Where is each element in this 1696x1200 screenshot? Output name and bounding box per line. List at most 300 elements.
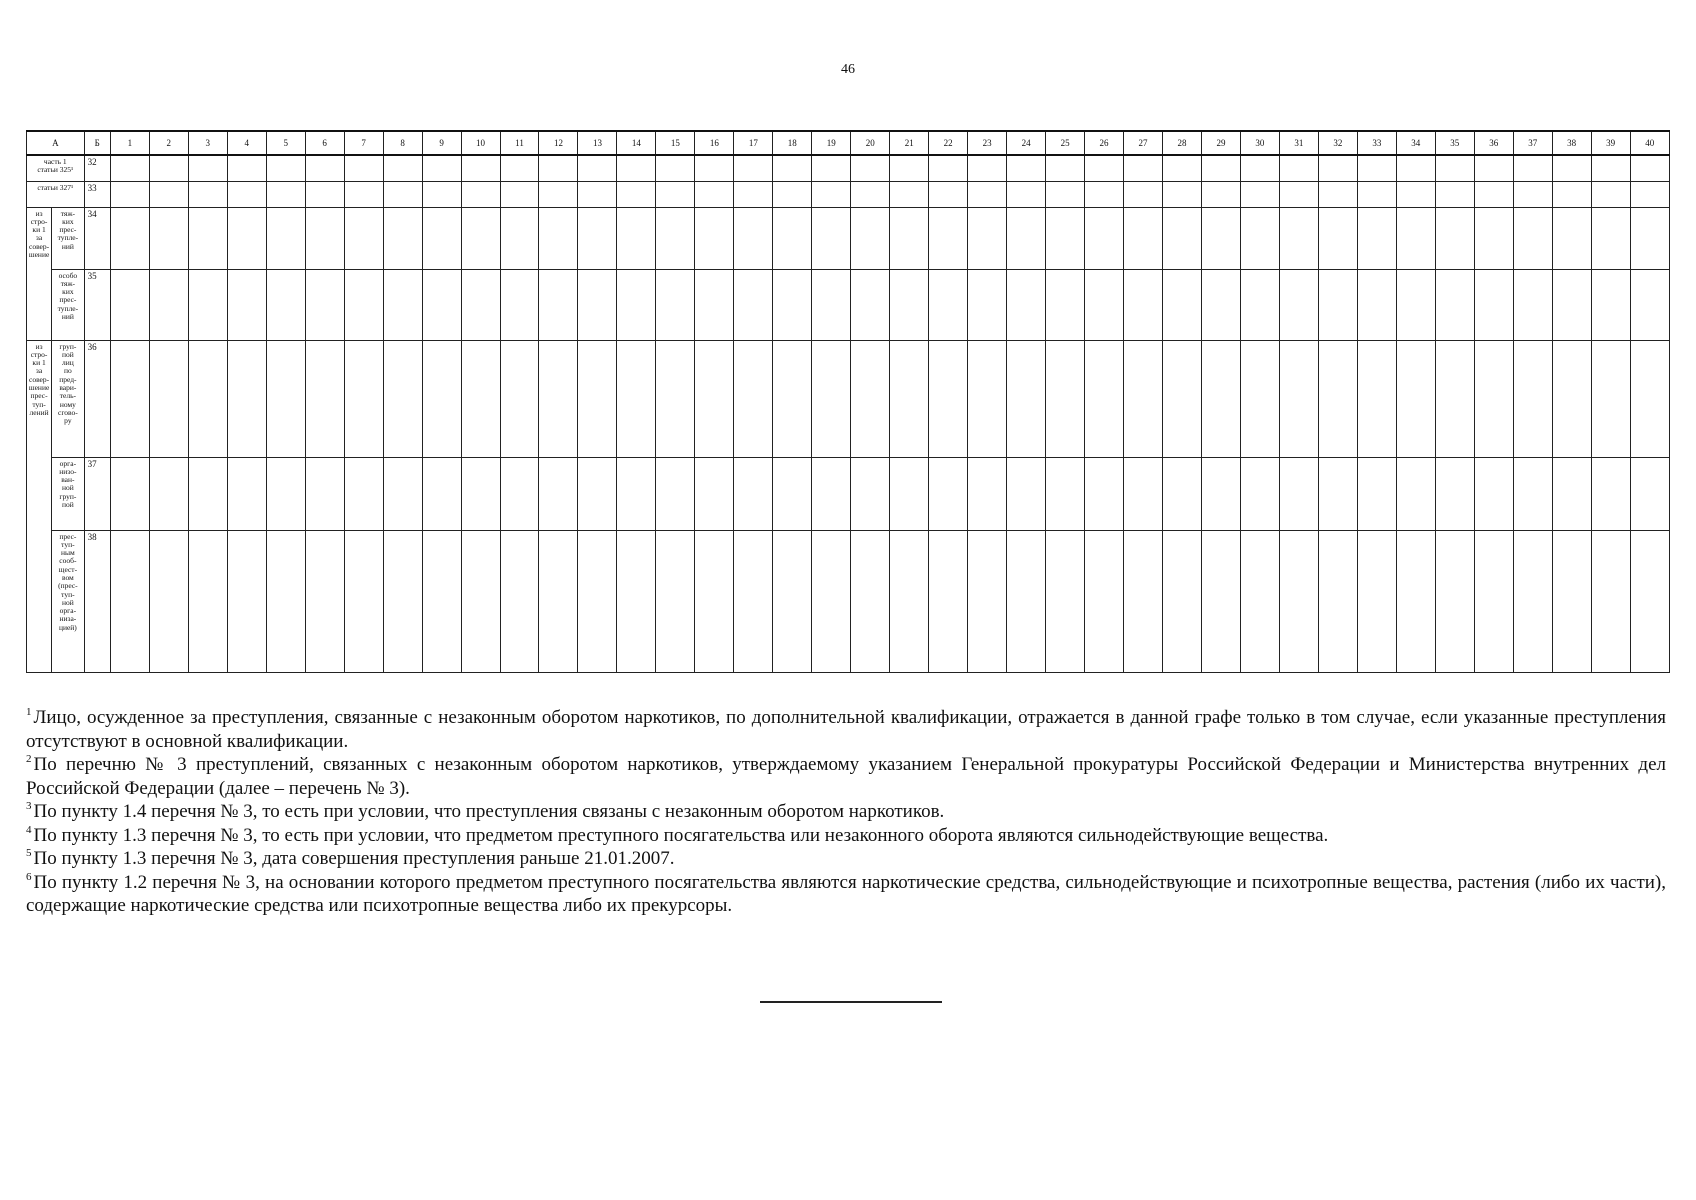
data-cell[interactable]	[1279, 340, 1318, 457]
data-cell[interactable]	[422, 340, 461, 457]
data-cell[interactable]	[188, 181, 227, 207]
data-cell[interactable]	[1085, 530, 1124, 672]
data-cell[interactable]	[539, 457, 578, 530]
data-cell[interactable]	[149, 269, 188, 340]
data-cell[interactable]	[1085, 457, 1124, 530]
data-cell[interactable]	[305, 530, 344, 672]
data-cell[interactable]	[851, 269, 890, 340]
column-header: 28	[1162, 131, 1201, 155]
data-cell[interactable]	[1124, 181, 1163, 207]
data-cell[interactable]	[1357, 207, 1396, 269]
data-cell[interactable]	[305, 269, 344, 340]
data-cell[interactable]	[1046, 269, 1085, 340]
data-cell[interactable]	[149, 181, 188, 207]
data-cell[interactable]	[968, 457, 1007, 530]
data-cell[interactable]	[890, 269, 929, 340]
data-cell[interactable]	[1552, 207, 1591, 269]
data-cell[interactable]	[1357, 457, 1396, 530]
data-cell[interactable]	[773, 269, 812, 340]
data-cell[interactable]	[1240, 207, 1279, 269]
data-cell[interactable]	[656, 155, 695, 181]
data-cell[interactable]	[1513, 207, 1552, 269]
data-cell[interactable]	[266, 340, 305, 457]
data-cell[interactable]	[1630, 155, 1669, 181]
data-cell[interactable]	[1357, 181, 1396, 207]
data-cell[interactable]	[149, 340, 188, 457]
data-cell[interactable]	[266, 530, 305, 672]
data-cell[interactable]	[1162, 155, 1201, 181]
column-header: 25	[1046, 131, 1085, 155]
data-cell[interactable]	[1318, 340, 1357, 457]
data-cell[interactable]	[1007, 457, 1046, 530]
data-cell[interactable]	[773, 340, 812, 457]
data-cell[interactable]	[1474, 530, 1513, 672]
data-cell[interactable]	[812, 530, 851, 672]
data-cell[interactable]	[1357, 155, 1396, 181]
data-cell[interactable]	[1124, 269, 1163, 340]
data-cell[interactable]	[1162, 457, 1201, 530]
data-cell[interactable]	[110, 457, 149, 530]
data-cell[interactable]	[110, 207, 149, 269]
data-cell[interactable]	[1435, 207, 1474, 269]
data-cell[interactable]	[1591, 207, 1630, 269]
data-cell[interactable]	[422, 155, 461, 181]
column-header: 39	[1591, 131, 1630, 155]
data-cell[interactable]	[929, 269, 968, 340]
data-cell[interactable]	[1591, 457, 1630, 530]
data-cell[interactable]	[617, 340, 656, 457]
data-cell[interactable]	[344, 269, 383, 340]
data-cell[interactable]	[617, 155, 656, 181]
data-cell[interactable]	[1357, 340, 1396, 457]
data-cell[interactable]	[1435, 155, 1474, 181]
data-cell[interactable]	[500, 181, 539, 207]
data-cell[interactable]	[968, 340, 1007, 457]
data-cell[interactable]	[1396, 181, 1435, 207]
data-cell[interactable]	[539, 269, 578, 340]
data-cell[interactable]	[188, 340, 227, 457]
data-cell[interactable]	[227, 457, 266, 530]
data-cell[interactable]	[812, 340, 851, 457]
data-cell[interactable]	[851, 340, 890, 457]
data-cell[interactable]	[227, 530, 266, 672]
data-cell[interactable]	[383, 457, 422, 530]
data-cell[interactable]	[1591, 269, 1630, 340]
data-cell[interactable]	[773, 155, 812, 181]
data-cell[interactable]	[422, 457, 461, 530]
data-cell[interactable]	[578, 530, 617, 672]
statistics-table	[26, 130, 1670, 673]
data-cell[interactable]	[1046, 530, 1085, 672]
data-cell[interactable]	[890, 340, 929, 457]
data-cell[interactable]	[1085, 340, 1124, 457]
data-cell[interactable]	[656, 457, 695, 530]
data-cell[interactable]	[968, 530, 1007, 672]
data-cell[interactable]	[1474, 155, 1513, 181]
column-header: 40	[1630, 131, 1669, 155]
data-cell[interactable]	[1201, 269, 1240, 340]
data-cell[interactable]	[578, 340, 617, 457]
data-cell[interactable]	[539, 155, 578, 181]
data-cell[interactable]	[656, 340, 695, 457]
data-cell[interactable]	[929, 207, 968, 269]
data-cell[interactable]	[1085, 155, 1124, 181]
data-cell[interactable]	[1007, 155, 1046, 181]
data-cell[interactable]	[461, 530, 500, 672]
data-cell[interactable]	[344, 207, 383, 269]
column-header: 20	[851, 131, 890, 155]
column-header: 31	[1279, 131, 1318, 155]
data-cell[interactable]	[968, 269, 1007, 340]
row-number: 35	[84, 269, 110, 340]
data-cell[interactable]	[1279, 269, 1318, 340]
data-cell[interactable]	[1513, 457, 1552, 530]
data-cell[interactable]	[1552, 340, 1591, 457]
data-cell[interactable]	[1124, 530, 1163, 672]
data-cell[interactable]	[1630, 181, 1669, 207]
row-label: прес- туп- ным сооб- щест- вом (прес- туп- ной орга- низа- цией)	[52, 530, 84, 672]
data-cell[interactable]	[1630, 269, 1669, 340]
data-cell[interactable]	[1124, 155, 1163, 181]
data-cell[interactable]	[773, 530, 812, 672]
data-cell[interactable]	[617, 207, 656, 269]
data-cell[interactable]	[929, 530, 968, 672]
data-cell[interactable]	[188, 207, 227, 269]
data-cell[interactable]	[1201, 155, 1240, 181]
data-cell[interactable]	[695, 155, 734, 181]
data-cell[interactable]	[773, 457, 812, 530]
data-cell[interactable]	[1513, 155, 1552, 181]
data-cell[interactable]	[305, 155, 344, 181]
data-cell[interactable]	[266, 155, 305, 181]
data-cell[interactable]	[1085, 207, 1124, 269]
data-cell[interactable]	[656, 530, 695, 672]
column-header: 10	[461, 131, 500, 155]
data-cell[interactable]	[344, 181, 383, 207]
data-cell[interactable]	[1435, 457, 1474, 530]
data-cell[interactable]	[1552, 181, 1591, 207]
data-cell[interactable]	[1240, 457, 1279, 530]
data-cell[interactable]	[1240, 340, 1279, 457]
data-cell[interactable]	[578, 155, 617, 181]
data-cell[interactable]	[1279, 155, 1318, 181]
data-cell[interactable]	[266, 207, 305, 269]
data-cell[interactable]	[1591, 530, 1630, 672]
data-cell[interactable]	[500, 269, 539, 340]
data-cell[interactable]	[1396, 155, 1435, 181]
data-cell[interactable]	[344, 530, 383, 672]
data-cell[interactable]	[1318, 207, 1357, 269]
data-cell[interactable]	[344, 457, 383, 530]
footnotes	[26, 706, 1666, 918]
data-cell[interactable]	[500, 340, 539, 457]
data-cell[interactable]	[383, 207, 422, 269]
data-cell[interactable]	[929, 181, 968, 207]
data-cell[interactable]	[734, 457, 773, 530]
data-cell[interactable]	[149, 457, 188, 530]
data-cell[interactable]	[968, 207, 1007, 269]
data-cell[interactable]	[422, 530, 461, 672]
data-cell[interactable]	[1396, 207, 1435, 269]
data-cell[interactable]	[1279, 530, 1318, 672]
data-cell[interactable]	[227, 207, 266, 269]
data-cell[interactable]	[344, 155, 383, 181]
data-cell[interactable]	[383, 269, 422, 340]
data-cell[interactable]	[422, 181, 461, 207]
data-cell[interactable]	[1124, 340, 1163, 457]
data-cell[interactable]	[266, 457, 305, 530]
data-cell[interactable]	[929, 155, 968, 181]
data-cell[interactable]	[461, 155, 500, 181]
data-cell[interactable]	[890, 530, 929, 672]
data-cell[interactable]	[1513, 181, 1552, 207]
data-cell[interactable]	[1435, 269, 1474, 340]
data-cell[interactable]	[695, 457, 734, 530]
data-cell[interactable]	[1630, 340, 1669, 457]
data-cell[interactable]	[1240, 155, 1279, 181]
data-cell[interactable]	[1552, 155, 1591, 181]
data-cell[interactable]	[1630, 207, 1669, 269]
data-cell[interactable]	[695, 530, 734, 672]
data-cell[interactable]	[149, 207, 188, 269]
data-cell[interactable]	[110, 340, 149, 457]
data-cell[interactable]	[500, 457, 539, 530]
footnote	[26, 800, 1666, 824]
data-cell[interactable]	[1435, 181, 1474, 207]
data-cell[interactable]	[305, 340, 344, 457]
data-cell[interactable]	[1046, 155, 1085, 181]
data-cell[interactable]	[734, 181, 773, 207]
data-cell[interactable]	[1240, 181, 1279, 207]
data-cell[interactable]	[617, 530, 656, 672]
table-row	[27, 155, 1670, 181]
data-cell[interactable]	[1513, 530, 1552, 672]
data-cell[interactable]	[1435, 340, 1474, 457]
data-cell[interactable]	[110, 269, 149, 340]
data-cell[interactable]	[1552, 269, 1591, 340]
data-cell[interactable]	[734, 207, 773, 269]
data-cell[interactable]	[539, 530, 578, 672]
data-cell[interactable]	[617, 269, 656, 340]
data-cell[interactable]	[890, 457, 929, 530]
data-cell[interactable]	[383, 181, 422, 207]
data-cell[interactable]	[617, 457, 656, 530]
data-cell[interactable]	[1318, 530, 1357, 672]
data-cell[interactable]	[1240, 269, 1279, 340]
data-cell[interactable]	[695, 181, 734, 207]
data-cell[interactable]	[149, 155, 188, 181]
data-cell[interactable]	[227, 181, 266, 207]
data-cell[interactable]	[734, 269, 773, 340]
data-cell[interactable]	[1591, 181, 1630, 207]
data-cell[interactable]	[500, 155, 539, 181]
data-cell[interactable]	[773, 181, 812, 207]
data-cell[interactable]	[851, 181, 890, 207]
data-cell[interactable]	[1162, 340, 1201, 457]
data-cell[interactable]	[1201, 207, 1240, 269]
data-cell[interactable]	[890, 207, 929, 269]
data-cell[interactable]	[812, 155, 851, 181]
data-cell[interactable]	[1318, 269, 1357, 340]
data-cell[interactable]	[656, 207, 695, 269]
data-cell[interactable]	[578, 181, 617, 207]
data-cell[interactable]	[1630, 530, 1669, 672]
data-cell[interactable]	[929, 340, 968, 457]
data-cell[interactable]	[656, 181, 695, 207]
data-cell[interactable]	[305, 181, 344, 207]
data-cell[interactable]	[422, 207, 461, 269]
data-cell[interactable]	[1396, 340, 1435, 457]
data-cell[interactable]	[110, 181, 149, 207]
data-cell[interactable]	[812, 269, 851, 340]
data-cell[interactable]	[539, 340, 578, 457]
data-cell[interactable]	[1046, 457, 1085, 530]
data-cell[interactable]	[695, 269, 734, 340]
data-cell[interactable]	[851, 457, 890, 530]
data-cell[interactable]	[1591, 155, 1630, 181]
data-cell[interactable]	[695, 207, 734, 269]
data-cell[interactable]	[968, 181, 1007, 207]
data-cell[interactable]	[461, 457, 500, 530]
data-cell[interactable]	[383, 530, 422, 672]
data-cell[interactable]	[1046, 207, 1085, 269]
data-cell[interactable]	[539, 207, 578, 269]
data-cell[interactable]	[461, 207, 500, 269]
data-cell[interactable]	[812, 457, 851, 530]
data-cell[interactable]	[1630, 457, 1669, 530]
data-cell[interactable]	[539, 181, 578, 207]
data-cell[interactable]	[656, 269, 695, 340]
data-cell[interactable]	[383, 340, 422, 457]
data-cell[interactable]	[734, 340, 773, 457]
data-cell[interactable]	[1513, 340, 1552, 457]
data-cell[interactable]	[1046, 181, 1085, 207]
data-cell[interactable]	[1474, 181, 1513, 207]
row-number: 38	[84, 530, 110, 672]
data-cell[interactable]	[1007, 340, 1046, 457]
data-cell[interactable]	[851, 207, 890, 269]
data-cell[interactable]	[1162, 207, 1201, 269]
data-cell[interactable]	[110, 155, 149, 181]
data-cell[interactable]	[1162, 269, 1201, 340]
data-cell[interactable]	[188, 530, 227, 672]
data-cell[interactable]	[851, 530, 890, 672]
data-cell[interactable]	[188, 457, 227, 530]
data-cell[interactable]	[149, 530, 188, 672]
data-cell[interactable]	[305, 207, 344, 269]
data-cell[interactable]	[266, 181, 305, 207]
data-cell[interactable]	[1240, 530, 1279, 672]
data-cell[interactable]	[734, 155, 773, 181]
data-cell[interactable]	[1279, 457, 1318, 530]
data-cell[interactable]	[422, 269, 461, 340]
data-cell[interactable]	[1162, 530, 1201, 672]
data-cell[interactable]	[578, 457, 617, 530]
data-cell[interactable]	[1201, 530, 1240, 672]
data-cell[interactable]	[1046, 340, 1085, 457]
data-cell[interactable]	[890, 181, 929, 207]
footnote-text: По пункту 1.3 перечня № 3, дата совершения преступления раньше 21.01.2007.	[33, 848, 675, 869]
data-cell[interactable]	[1396, 269, 1435, 340]
data-cell[interactable]	[1552, 457, 1591, 530]
data-cell[interactable]	[1201, 181, 1240, 207]
data-cell[interactable]	[1124, 457, 1163, 530]
data-cell[interactable]	[1318, 155, 1357, 181]
data-cell[interactable]	[1396, 457, 1435, 530]
data-cell[interactable]	[1591, 340, 1630, 457]
data-cell[interactable]	[1162, 181, 1201, 207]
data-cell[interactable]	[1085, 269, 1124, 340]
data-cell[interactable]	[461, 181, 500, 207]
data-cell[interactable]	[1513, 269, 1552, 340]
data-cell[interactable]	[1279, 181, 1318, 207]
data-cell[interactable]	[1318, 457, 1357, 530]
data-cell[interactable]	[1007, 530, 1046, 672]
data-cell[interactable]	[1357, 269, 1396, 340]
data-cell[interactable]	[227, 340, 266, 457]
data-cell[interactable]	[266, 269, 305, 340]
data-cell[interactable]	[1279, 207, 1318, 269]
data-cell[interactable]	[1318, 181, 1357, 207]
data-cell[interactable]	[1201, 457, 1240, 530]
data-cell[interactable]	[500, 207, 539, 269]
data-cell[interactable]	[227, 155, 266, 181]
data-cell[interactable]	[812, 207, 851, 269]
data-cell[interactable]	[578, 207, 617, 269]
data-cell[interactable]	[1396, 530, 1435, 672]
data-cell[interactable]	[695, 340, 734, 457]
data-cell[interactable]	[1201, 340, 1240, 457]
data-cell[interactable]	[578, 269, 617, 340]
data-cell[interactable]	[1435, 530, 1474, 672]
data-cell[interactable]	[1124, 207, 1163, 269]
data-cell[interactable]	[344, 340, 383, 457]
data-cell[interactable]	[1552, 530, 1591, 672]
data-cell[interactable]	[227, 269, 266, 340]
column-header: 22	[929, 131, 968, 155]
column-header: 7	[344, 131, 383, 155]
data-cell[interactable]	[1474, 340, 1513, 457]
column-header: 1	[110, 131, 149, 155]
data-cell[interactable]	[617, 181, 656, 207]
data-cell[interactable]	[968, 155, 1007, 181]
data-cell[interactable]	[1007, 207, 1046, 269]
data-cell[interactable]	[773, 207, 812, 269]
data-cell[interactable]	[1357, 530, 1396, 672]
data-cell[interactable]	[461, 340, 500, 457]
data-cell[interactable]	[734, 530, 773, 672]
data-cell[interactable]	[110, 530, 149, 672]
row-number: 36	[84, 340, 110, 457]
data-cell[interactable]	[383, 155, 422, 181]
data-cell[interactable]	[188, 269, 227, 340]
column-header: 23	[968, 131, 1007, 155]
data-cell[interactable]	[305, 457, 344, 530]
data-cell[interactable]	[1007, 181, 1046, 207]
data-cell[interactable]	[1474, 207, 1513, 269]
data-cell[interactable]	[1474, 269, 1513, 340]
data-cell[interactable]	[461, 269, 500, 340]
data-cell[interactable]	[188, 155, 227, 181]
data-cell[interactable]	[890, 155, 929, 181]
data-cell[interactable]	[1085, 181, 1124, 207]
data-cell[interactable]	[500, 530, 539, 672]
data-cell[interactable]	[851, 155, 890, 181]
data-cell[interactable]	[1007, 269, 1046, 340]
data-cell[interactable]	[812, 181, 851, 207]
data-cell[interactable]	[1474, 457, 1513, 530]
data-cell[interactable]	[929, 457, 968, 530]
